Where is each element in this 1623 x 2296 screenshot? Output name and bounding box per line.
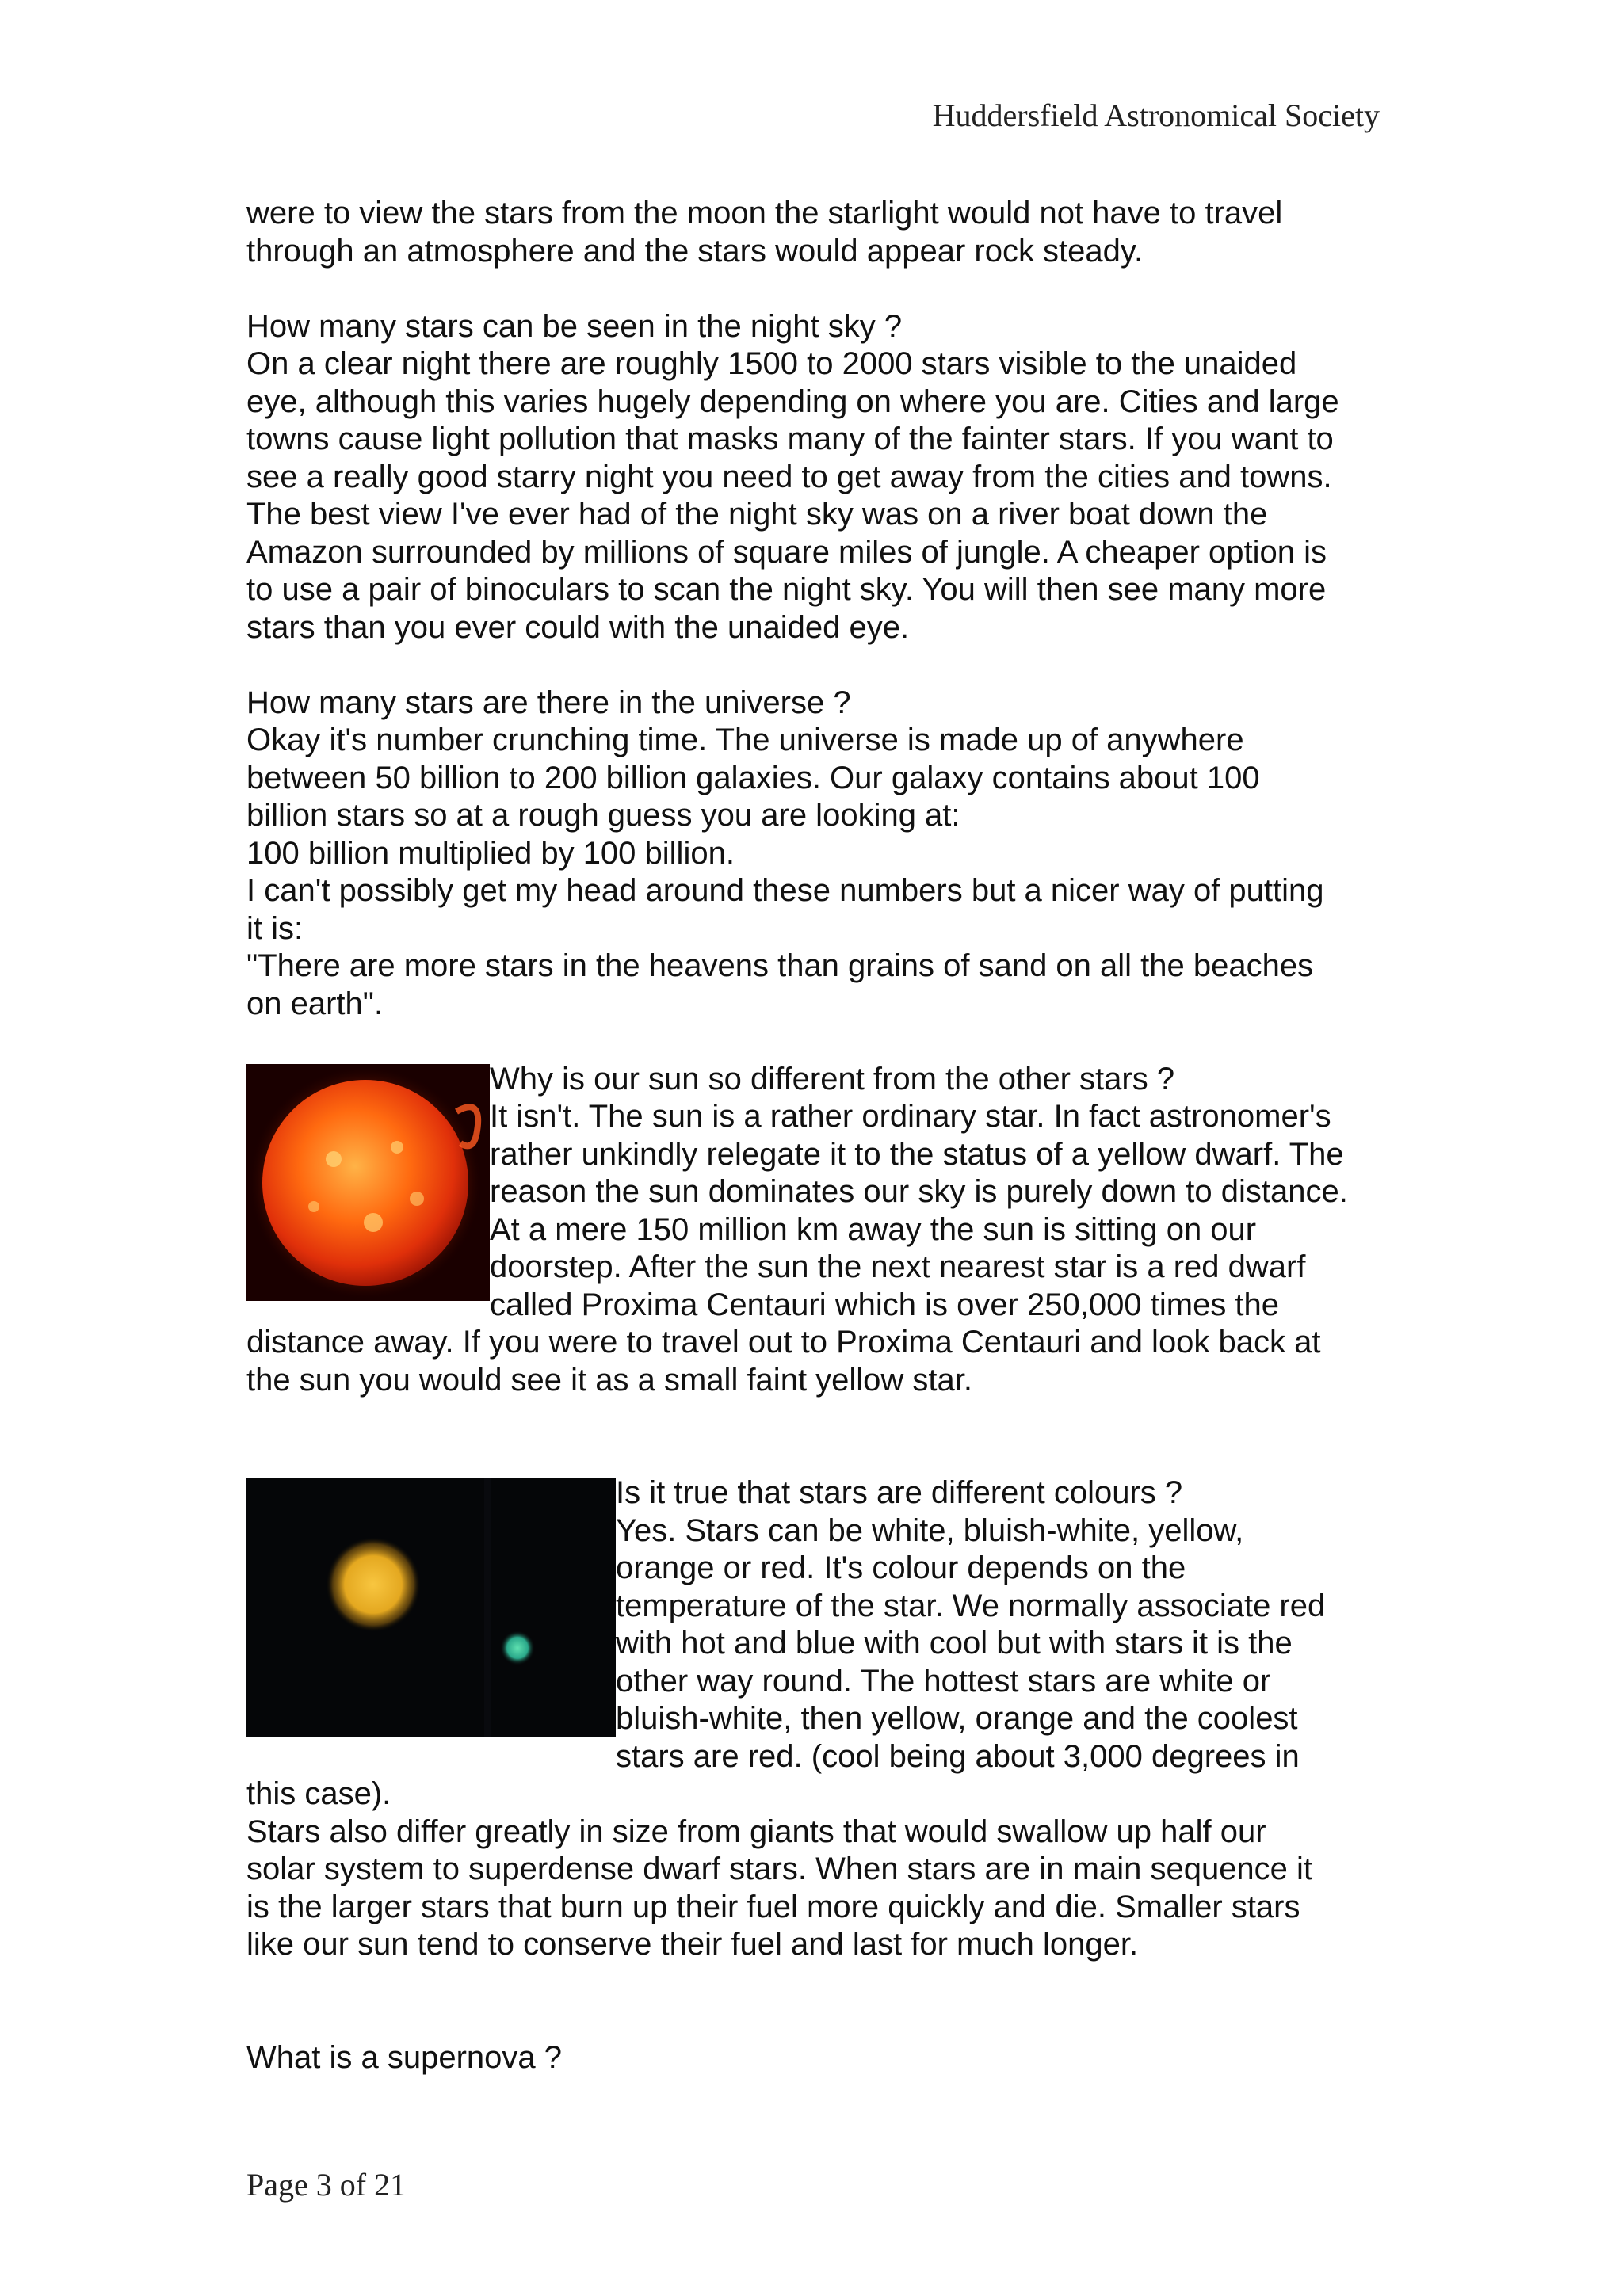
text-line: Amazon surrounded by millions of square miles of jungle. A cheaper option is — [246, 534, 1327, 570]
text-line: is the larger stars that burn up their fuel more quickly and die. Smaller stars — [246, 1889, 1300, 1924]
text-line: eye, although this varies hugely depending on where you are. Cities and large — [246, 383, 1339, 419]
section-heading: How many stars can be seen in the night sky ? — [246, 308, 903, 344]
section-visible-stars — [246, 308, 1380, 647]
text-line: "There are more stars in the heavens than grains of sand on all the beaches — [246, 948, 1314, 983]
section-supernova — [246, 2039, 1380, 2077]
text-line: through an atmosphere and the stars would appear rock steady. — [246, 233, 1144, 269]
society-header: Huddersfield Astronomical Society — [932, 97, 1380, 133]
text-line: orange or red. It's colour depends on the — [616, 1550, 1186, 1585]
text-line: the sun you would see it as a small faint yellow star. — [246, 1362, 973, 1398]
text-line: called Proxima Centauri which is over 250,000 times the — [490, 1287, 1280, 1322]
section-heading: How many stars are there in the universe ? — [246, 685, 851, 720]
text-line: stars are red. (cool being about 3,000 degrees in — [616, 1738, 1300, 1774]
intro-paragraph — [246, 195, 1380, 270]
text-line: billion stars so at a rough guess you are looking at: — [246, 798, 960, 833]
text-line: Stars also differ greatly in size from giants that would swallow up half our — [246, 1814, 1266, 1849]
text-line: distance away. If you were to travel out to Proxima Centauri and look back at — [246, 1325, 1321, 1360]
text-line: temperature of the star. We normally associate red — [616, 1588, 1326, 1623]
text-line: It isn't. The sun is a rather ordinary star. In fact astronomer's — [490, 1099, 1331, 1134]
binary-stars-image — [246, 1478, 616, 1737]
text-line: other way round. The hottest stars are white or — [616, 1663, 1271, 1699]
text-line: Yes. Stars can be white, bluish-white, yellow, — [616, 1512, 1244, 1548]
text-line: reason the sun dominates our sky is purely down to distance. — [490, 1174, 1348, 1209]
text-line: 100 billion multiplied by 100 billion. — [246, 835, 735, 871]
text-line: towns cause light pollution that masks many of the fainter stars. If you want to — [246, 421, 1334, 456]
text-line: to use a pair of binoculars to scan the night sky. You will then see many more — [246, 572, 1327, 607]
sun-image — [246, 1064, 490, 1301]
text-line: On a clear night there are roughly 1500 to 2000 stars visible to the unaided — [246, 346, 1297, 381]
page-body — [246, 195, 1380, 2077]
text-line: with hot and blue with cool but with stars it is the — [616, 1626, 1293, 1661]
text-line: doorstep. After the sun the next nearest star is a red dwarf — [490, 1249, 1306, 1284]
text-line: bluish-white, then yellow, orange and the coolest — [616, 1701, 1298, 1736]
text-line: see a really good starry night you need to get away from the cities and towns. — [246, 459, 1332, 494]
text-line: were to view the stars from the moon the starlight would not have to travel — [246, 196, 1283, 231]
text-line: like our sun tend to conserve their fuel and last for much longer. — [246, 1927, 1139, 1962]
text-line: stars than you ever could with the unaided eye. — [246, 609, 910, 645]
text-line: this case). — [246, 1776, 391, 1811]
section-heading: What is a supernova ? — [246, 2039, 562, 2075]
text-line: on earth". — [246, 986, 384, 1021]
section-sun — [246, 1061, 1380, 1400]
section-heading: Is it true that stars are different colours ? — [616, 1475, 1183, 1510]
text-line: The best view I've ever had of the night sky was on a river boat down the — [246, 497, 1268, 532]
section-colours — [246, 1474, 1380, 1964]
section-heading: Why is our sun so different from the other stars ? — [490, 1061, 1175, 1097]
text-line: I can't possibly get my head around these numbers but a nicer way of putting — [246, 873, 1324, 908]
section-universe-stars — [246, 685, 1380, 1024]
page-number: Page 3 of 21 — [246, 2167, 407, 2203]
text-line: solar system to superdense dwarf stars. When stars are in main sequence it — [246, 1852, 1313, 1886]
text-line: At a mere 150 million km away the sun is sitting on our — [490, 1211, 1257, 1247]
text-line: Okay it's number crunching time. The universe is made up of anywhere — [246, 723, 1244, 757]
text-line: it is: — [246, 910, 304, 946]
text-line: between 50 billion to 200 billion galaxies. Our galaxy contains about 100 — [246, 760, 1260, 795]
text-line: rather unkindly relegate it to the status of a yellow dwarf. The — [490, 1136, 1344, 1172]
